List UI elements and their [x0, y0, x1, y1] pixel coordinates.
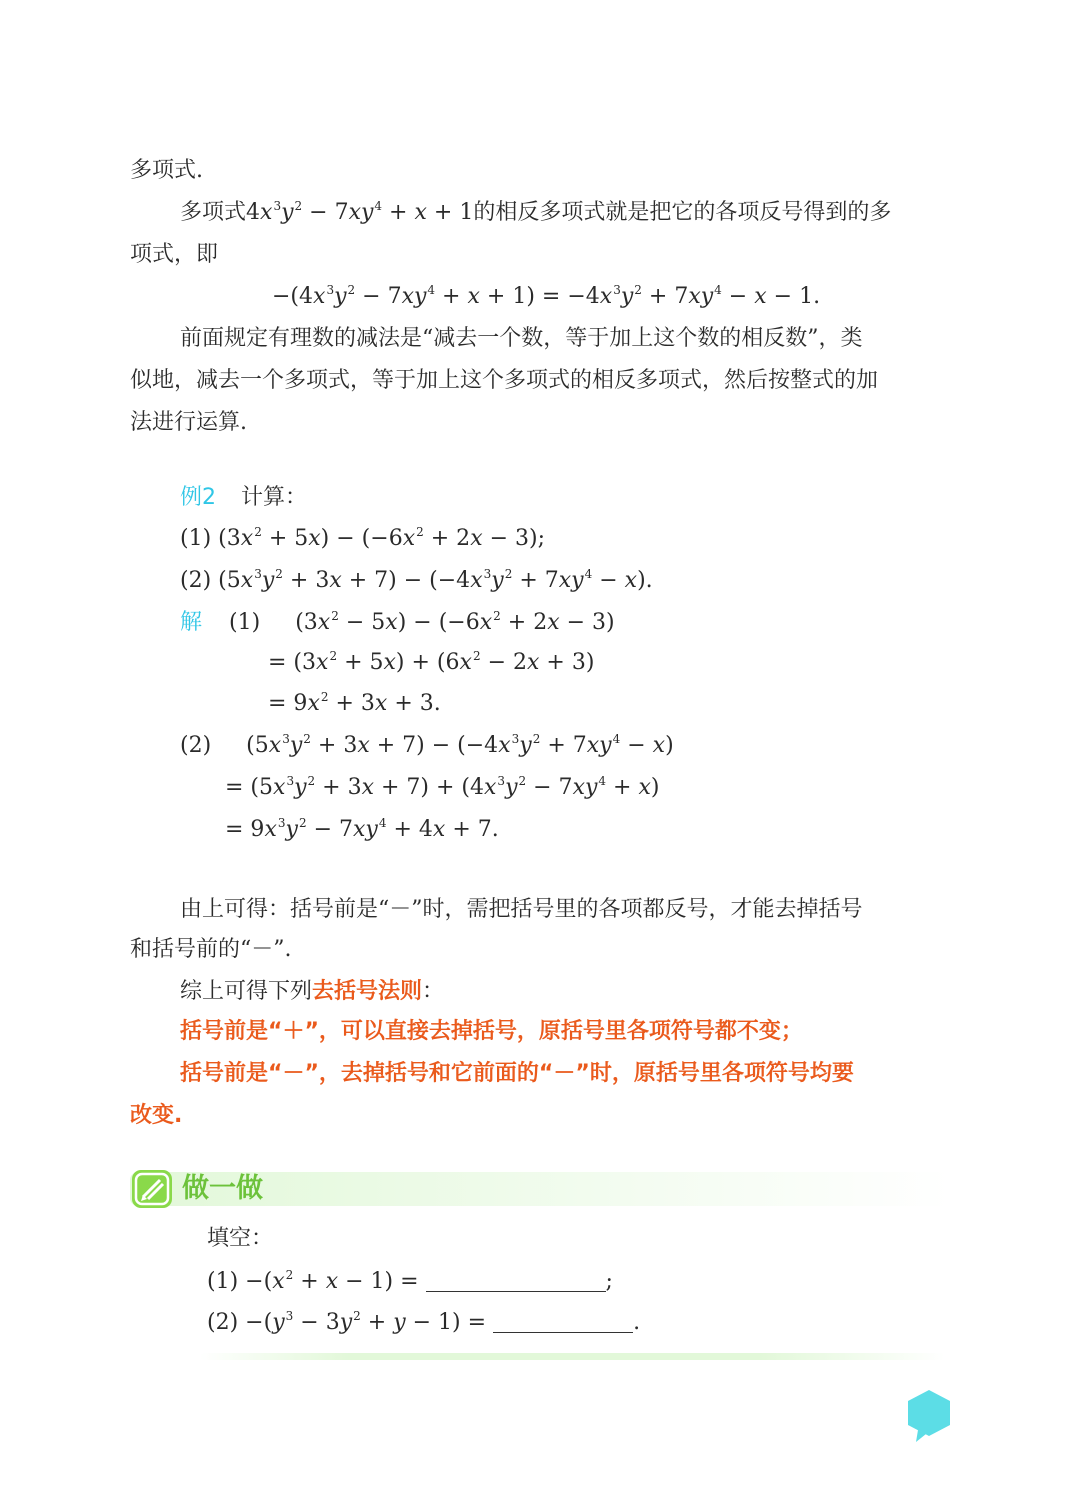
exercise-q1-blank[interactable]	[426, 1269, 606, 1292]
exercise-q2-end: .	[633, 1310, 641, 1335]
solution-2-label: (2)	[180, 733, 212, 758]
example-q2-label: (2)	[180, 568, 212, 593]
formula-opposite-polynomial: $-(4x^3y^2 - 7xy^4 + x + 1) = -4x^3y^2 + 7xy^4 - x - 1$.	[272, 283, 821, 309]
exercise-q1-expr: $-(x^2 + x - 1)$ =	[245, 1268, 426, 1294]
rule-line-3: 改变.	[130, 1103, 183, 1128]
intro-line-7: 法进行运算.	[130, 410, 247, 435]
solution-1-step-1: = $(3x^2 + 5x) + (6x^2 - 2x + 3)$	[268, 649, 595, 675]
exercise-q1-end: ;	[605, 1269, 613, 1294]
example-q2-expr: $(5x^3y^2 + 3x + 7) - (-4x^3y^2 + 7xy^4 - x)$.	[218, 567, 653, 593]
example-instruction: 计算：	[241, 485, 308, 510]
hexagon-icon	[904, 1388, 954, 1444]
example-q1-label: (1)	[180, 526, 212, 551]
exercise-q1	[207, 1269, 613, 1293]
solution-1-step-0: $(3x^2 - 5x) - (-6x^2 + 2x - 3)$	[295, 609, 615, 635]
solution-2-step-0: $(5x^3y^2 + 3x + 7) - (-4x^3y^2 + 7xy^4 - x)$	[246, 732, 674, 758]
example-q1	[180, 525, 546, 551]
solution-1-label: (1)	[229, 610, 261, 635]
rule-text-1a: 由上可得：括号前是“－”时，需把括号里的各项都反号，才能去掉括号	[180, 897, 863, 922]
pencil-icon	[132, 1170, 172, 1208]
intro-line-1: 多项式.	[130, 158, 203, 183]
rule-term: 去括号法则	[312, 979, 423, 1004]
example-heading	[180, 487, 307, 509]
rule-text-2-post: ：	[422, 979, 445, 1004]
solution-1-step-2: = $9x^2 + 3x + 3$.	[268, 690, 441, 716]
exercise-bottom-rule	[200, 1353, 945, 1360]
example-label: 例2	[180, 485, 216, 510]
intro-line-2-post: 的相反多项式就是把它的各项反号得到的多	[473, 200, 892, 225]
exercise-q2	[207, 1310, 640, 1334]
exercise-q2-expr: $-(y^3 - 3y^2 + y - 1)$ =	[245, 1309, 494, 1335]
rule-text-2-pre: 综上可得下列	[180, 979, 313, 1004]
solution-2-step-1: = $(5x^3y^2 + 3x + 7) + (4x^3y^2 - 7xy^4 + x)$	[225, 774, 660, 800]
rule-line-2: 括号前是“－”，去掉括号和它前面的“－”时，原括号里各项符号均要	[180, 1061, 854, 1086]
intro-line-2-pre: 多项式	[180, 200, 247, 225]
exercise-title: 做一做	[182, 1173, 263, 1204]
solution-label: 解	[180, 610, 203, 635]
solution-2-line-1	[180, 732, 674, 758]
intro-line-2	[180, 199, 892, 225]
exercise-q1-label: (1)	[207, 1269, 239, 1294]
intro-line-3: 项式，即	[130, 242, 219, 267]
rule-text-2	[180, 981, 444, 1003]
exercise-q2-label: (2)	[207, 1310, 239, 1335]
rule-text-1b: 和括号前的“－”.	[130, 937, 292, 962]
formula-polynomial: $4x^3y^2 - 7xy^4 + x + 1$	[246, 199, 474, 225]
rule-line-1: 括号前是“＋”，可以直接去掉括号，原括号里各项符号都不变；	[180, 1019, 803, 1044]
exercise-q2-blank[interactable]	[493, 1310, 633, 1333]
solution-1-line-1	[180, 609, 615, 635]
solution-2-step-2: = $9x^3y^2 - 7xy^4 + 4x + 7$.	[225, 816, 499, 842]
example-q2	[180, 567, 653, 593]
exercise-instruction: 填空：	[207, 1226, 274, 1251]
intro-line-5: 前面规定有理数的减法是“减去一个数，等于加上这个数的相反数”，类	[180, 326, 863, 351]
example-q1-expr: $(3x^2 + 5x) - (-6x^2 + 2x - 3)$;	[218, 525, 546, 551]
intro-line-6: 似地，减去一个多项式，等于加上这个多项式的相反多项式，然后按整式的加	[130, 368, 879, 393]
